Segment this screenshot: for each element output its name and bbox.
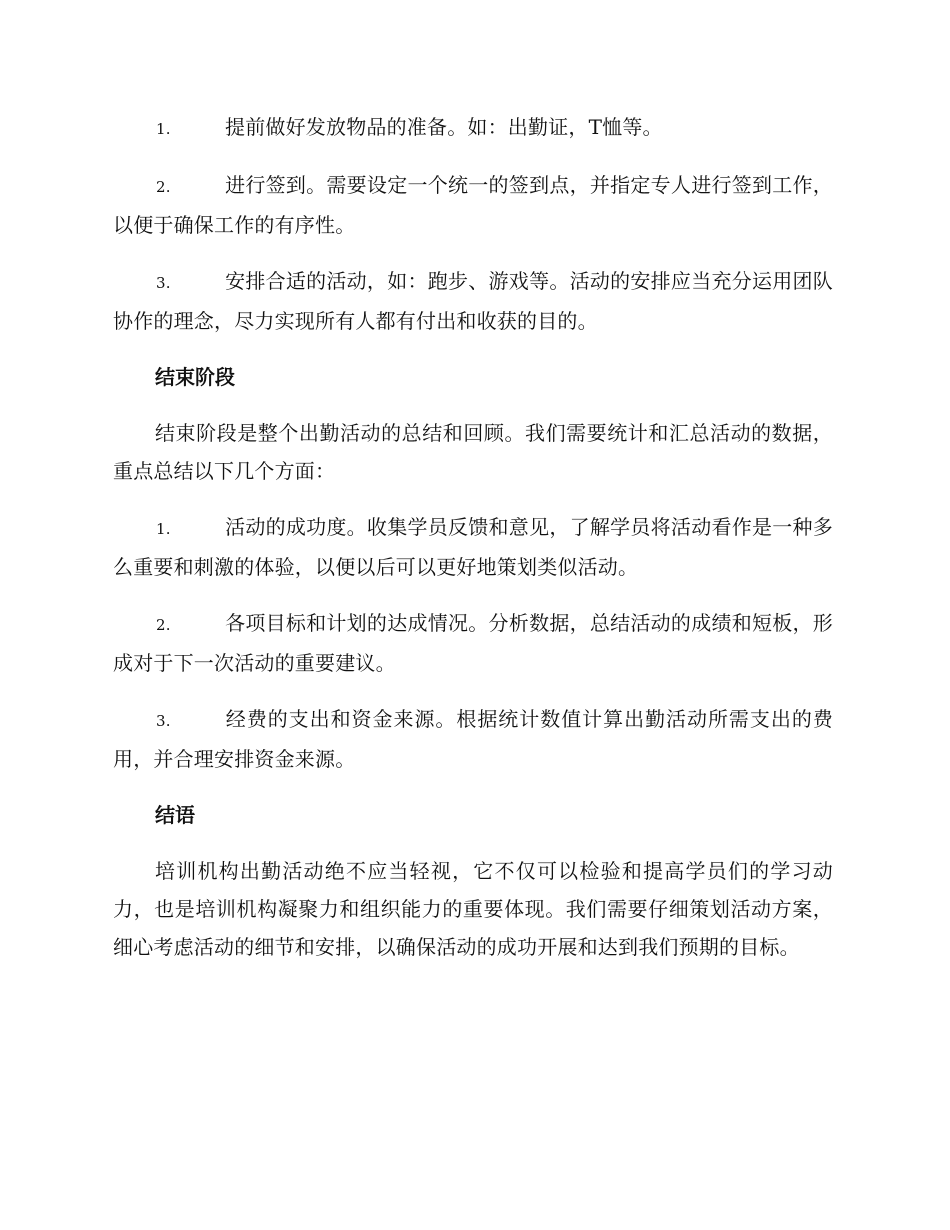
section-intro-paragraph: 结束阶段是整个出勤活动的总结和回顾。我们需要统计和汇总活动的数据，重点总结以下几个方面：: [113, 421, 833, 483]
list-item: [113, 700, 833, 778]
list-item-text: 活动的成功度。收集学员反馈和意见，了解学员将活动看作是一种多么重要和刺激的体验，以便以后可以更好地策划类似活动。: [113, 515, 833, 579]
list-item-number: 1.: [156, 520, 171, 538]
list-item: [113, 604, 833, 682]
list-item-number: 3.: [156, 712, 171, 730]
section-heading-end-stage: 结束阶段: [155, 365, 235, 389]
list-item-text: 提前做好发放物品的准备。如：出勤证，T恤等。: [225, 115, 663, 139]
document-content: [113, 108, 833, 984]
list-item-text: 安排合适的活动，如：跑步、游戏等。活动的安排应当充分运用团队协作的理念，尽力实现所有人都有付出和收获的目的。: [113, 269, 833, 333]
list-item-text: 进行签到。需要设定一个统一的签到点，并指定专人进行签到工作，以便于确保工作的有序性。: [113, 173, 833, 237]
list-item: [113, 508, 833, 586]
list-item-text: 各项目标和计划的达成情况。分析数据，总结活动的成绩和短板，形成对于下一次活动的重要建议。: [113, 611, 833, 675]
list-item: [113, 108, 833, 148]
list-item: [113, 166, 833, 244]
list-item-number: 2.: [156, 178, 171, 196]
conclusion-paragraph: 培训机构出勤活动绝不应当轻视，它不仅可以检验和提高学员们的学习动力，也是培训机构凝聚力和组织能力的重要体现。我们需要仔细策划活动方案，细心考虑活动的细节和安排，以确保活动的成功开展和达到我们预期的目标。: [113, 859, 833, 959]
list-item-number: 1.: [156, 120, 171, 138]
list-item-number: 3.: [156, 274, 171, 292]
section-heading-conclusion: 结语: [155, 803, 195, 827]
list-item-number: 2.: [156, 616, 171, 634]
list-item-text: 经费的支出和资金来源。根据统计数值计算出勤活动所需支出的费用，并合理安排资金来源。: [113, 707, 833, 771]
list-item: [113, 262, 833, 340]
